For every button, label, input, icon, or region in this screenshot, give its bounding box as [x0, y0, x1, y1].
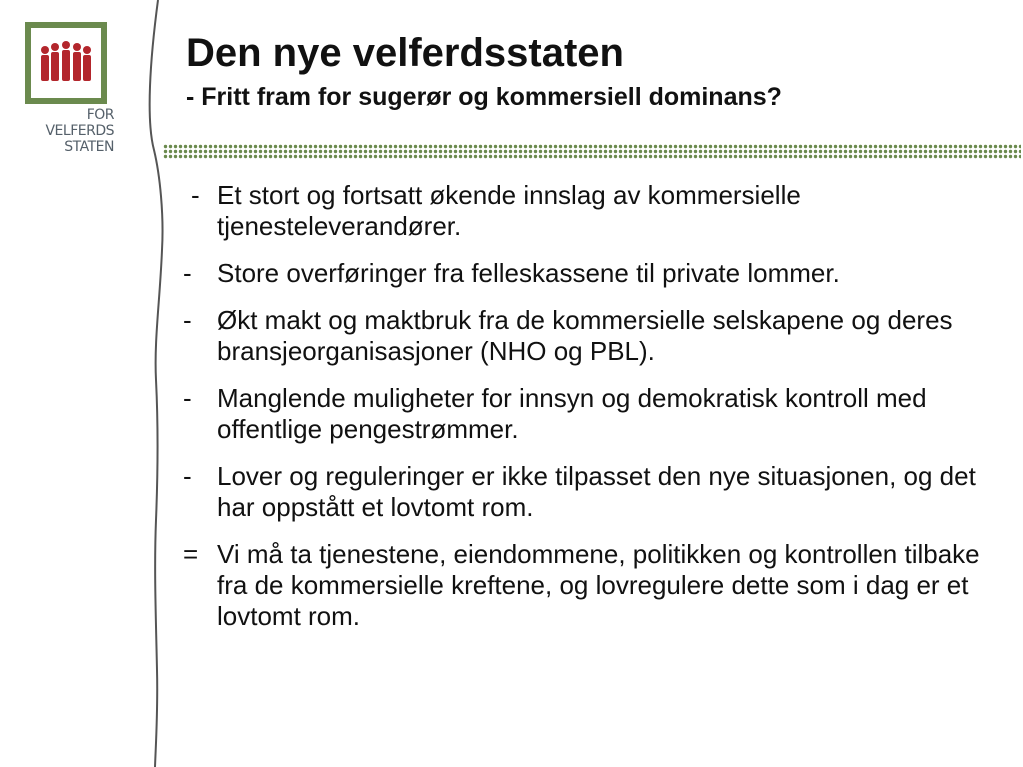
bullet-text: Manglende muligheter for innsyn og demokratisk kontroll med offentlige pengestrømmer. — [217, 383, 927, 444]
people-icon — [31, 28, 101, 98]
page-subtitle: - Fritt fram for sugerør og kommersiell dominans? — [186, 83, 782, 111]
curved-divider — [140, 0, 170, 767]
logo-frame — [25, 22, 107, 104]
bullet-marker: - — [183, 461, 192, 491]
bullet-marker: - — [183, 305, 192, 335]
list-item — [183, 461, 983, 523]
sidebar — [0, 0, 160, 767]
bullet-marker: = — [183, 539, 199, 569]
bullet-text: Vi må ta tjenestene, eiendommene, politikken og kontrollen tilbake fra de kommersielle kreftene, og lovregulere dette som i dag er et lovtomt rom. — [217, 539, 980, 631]
dotted-divider — [163, 144, 1021, 160]
list-item — [183, 539, 983, 632]
logo-inner — [31, 28, 101, 98]
list-item — [183, 383, 983, 445]
logo-line-1: FOR — [86, 107, 114, 123]
logo-line-3: STATEN — [64, 139, 114, 155]
list-item — [183, 258, 983, 289]
bullet-marker: - — [183, 258, 192, 288]
bullet-marker: - — [191, 180, 200, 210]
list-item — [183, 180, 983, 242]
logo-line-2: VELFERDS — [45, 123, 114, 139]
bullet-text: Store overføringer fra felleskassene til private lommer. — [217, 258, 840, 288]
logo-wordmark — [24, 107, 114, 155]
list-item — [183, 305, 983, 367]
bullet-text: Økt makt og maktbruk fra de kommersielle selskapene og deres bransjeorganisasjoner (NHO og PBL). — [217, 305, 953, 366]
page-title: Den nye velferdsstaten — [186, 31, 624, 75]
bullet-marker: - — [183, 383, 192, 413]
bullet-text: Et stort og fortsatt økende innslag av kommersielle tjenesteleverandører. — [217, 180, 801, 241]
bullet-list — [183, 180, 983, 648]
bullet-text: Lover og reguleringer er ikke tilpasset den nye situasjonen, og det har oppstått et lovtomt rom. — [217, 461, 976, 522]
